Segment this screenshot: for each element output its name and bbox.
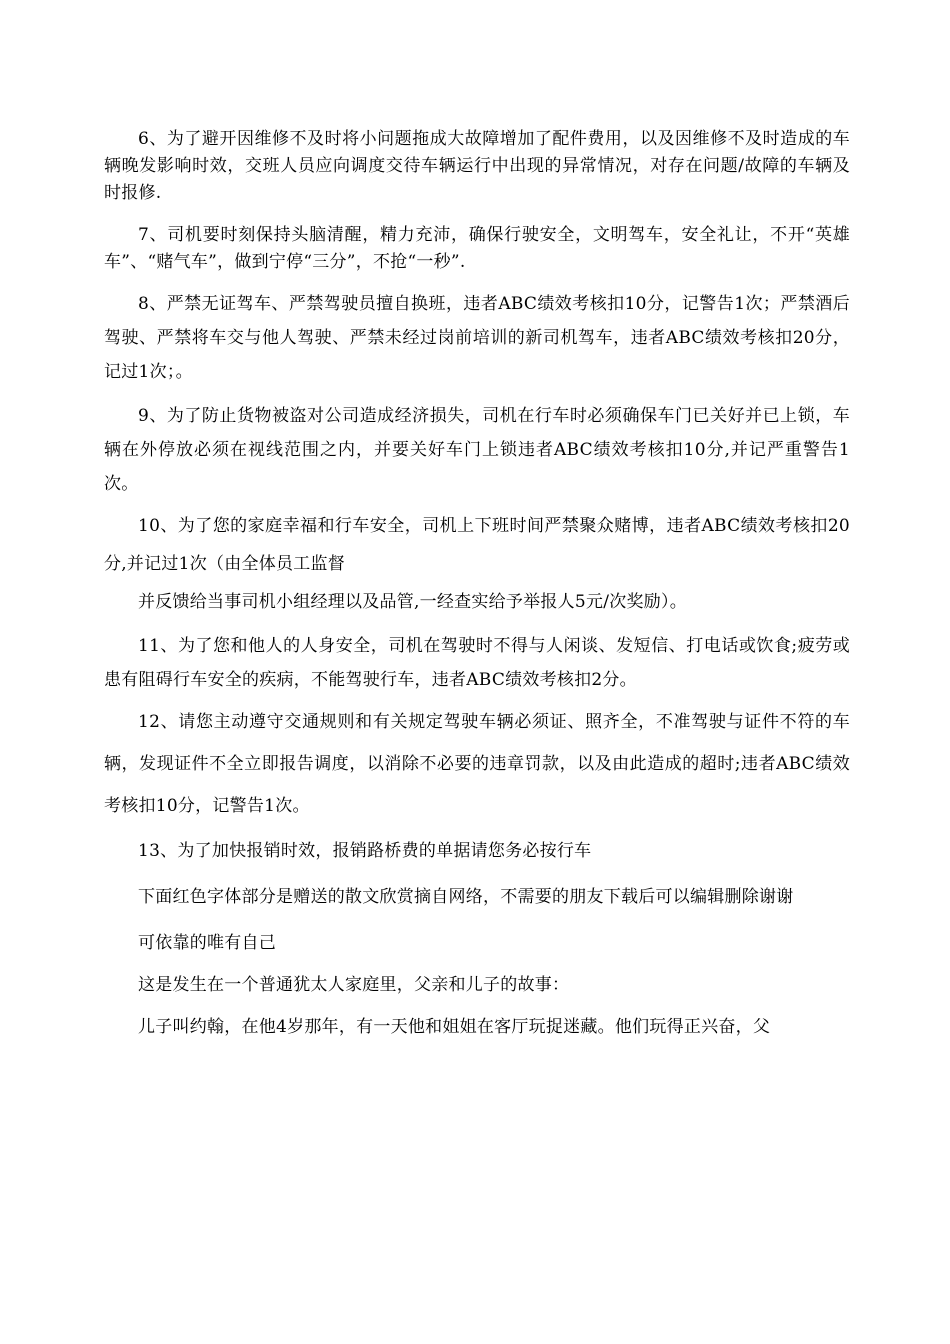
paragraph-rule-9: 9、为了防止货物被盗对公司造成经济损失，司机在行车时必须确保车门已关好并已上锁，车辆在外停放必须在视线范围之内，并要关好车门上锁违者ABC绩效考核扣10分,并记严重警告1次。 (104, 406, 850, 494)
paragraph-rule-12: 12、请您主动遵守交通规则和有关规定驾驶车辆必须证、照齐全，不准驾驶与证件不符的车辆，发现证件不全立即报告调度，以消除不必要的违章罚款，以及由此造成的超时;违者ABC绩效考核扣10分，记警告1次。 (104, 712, 850, 816)
paragraph-bonus-note: 下面红色字体部分是赠送的散文欣赏摘自网络，不需要的朋友下载后可以编辑删除谢谢 (138, 887, 794, 907)
paragraph-rule-6: 6、为了避开因维修不及时将小问题拖成大故障增加了配件费用，以及因维修不及时造成的车辆晚发影响时效，交班人员应向调度交待车辆运行中出现的异常情况，对存在问题/故障的车辆及时报修. (104, 129, 850, 203)
paragraph-rule-13: 13、为了加快报销时效，报销路桥费的单据请您务必按行车 (138, 841, 592, 861)
paragraph-rule-8: 8、严禁无证驾车、严禁驾驶员擅自换班，违者ABC绩效考核扣10分，记警告1次；严禁酒后驾驶、严禁将车交与他人驾驶、严禁未经过岗前培训的新司机驾车，违者ABC绩效考核扣20分，记过1次；。 (104, 294, 850, 382)
paragraph-rule-10-continued: 并反馈给当事司机小组经理以及品管,一经查实给予举报人5元/次奖励）。 (138, 592, 687, 612)
paragraph-rule-7: 7、司机要时刻保持头脑清醒，精力充沛，确保行驶安全，文明驾车，安全礼让，不开“英雄车”、“赌气车”，做到宁停“三分”，不抢“一秒”. (104, 225, 850, 272)
paragraph-rule-10: 10、为了您的家庭幸福和行车安全，司机上下班时间严禁聚众赌博，违者ABC绩效考核扣20分,并记过1次（由全体员工监督 (104, 516, 850, 574)
essay-paragraph: 儿子叫约翰，在他4岁那年，有一天他和姐姐在客厅玩捉迷藏。他们玩得正兴奋，父 (138, 1017, 771, 1037)
essay-intro: 这是发生在一个普通犹太人家庭里，父亲和儿子的故事： (138, 975, 570, 995)
document-body (104, 126, 850, 1047)
essay-title: 可依靠的唯有自己 (138, 933, 276, 953)
paragraph-rule-11: 11、为了您和他人的人身安全，司机在驾驶时不得与人闲谈、发短信、打电话或饮食;疲劳或患有阻碍行车安全的疾病，不能驾驶行车，违者ABC绩效考核扣2分。 (104, 636, 850, 690)
